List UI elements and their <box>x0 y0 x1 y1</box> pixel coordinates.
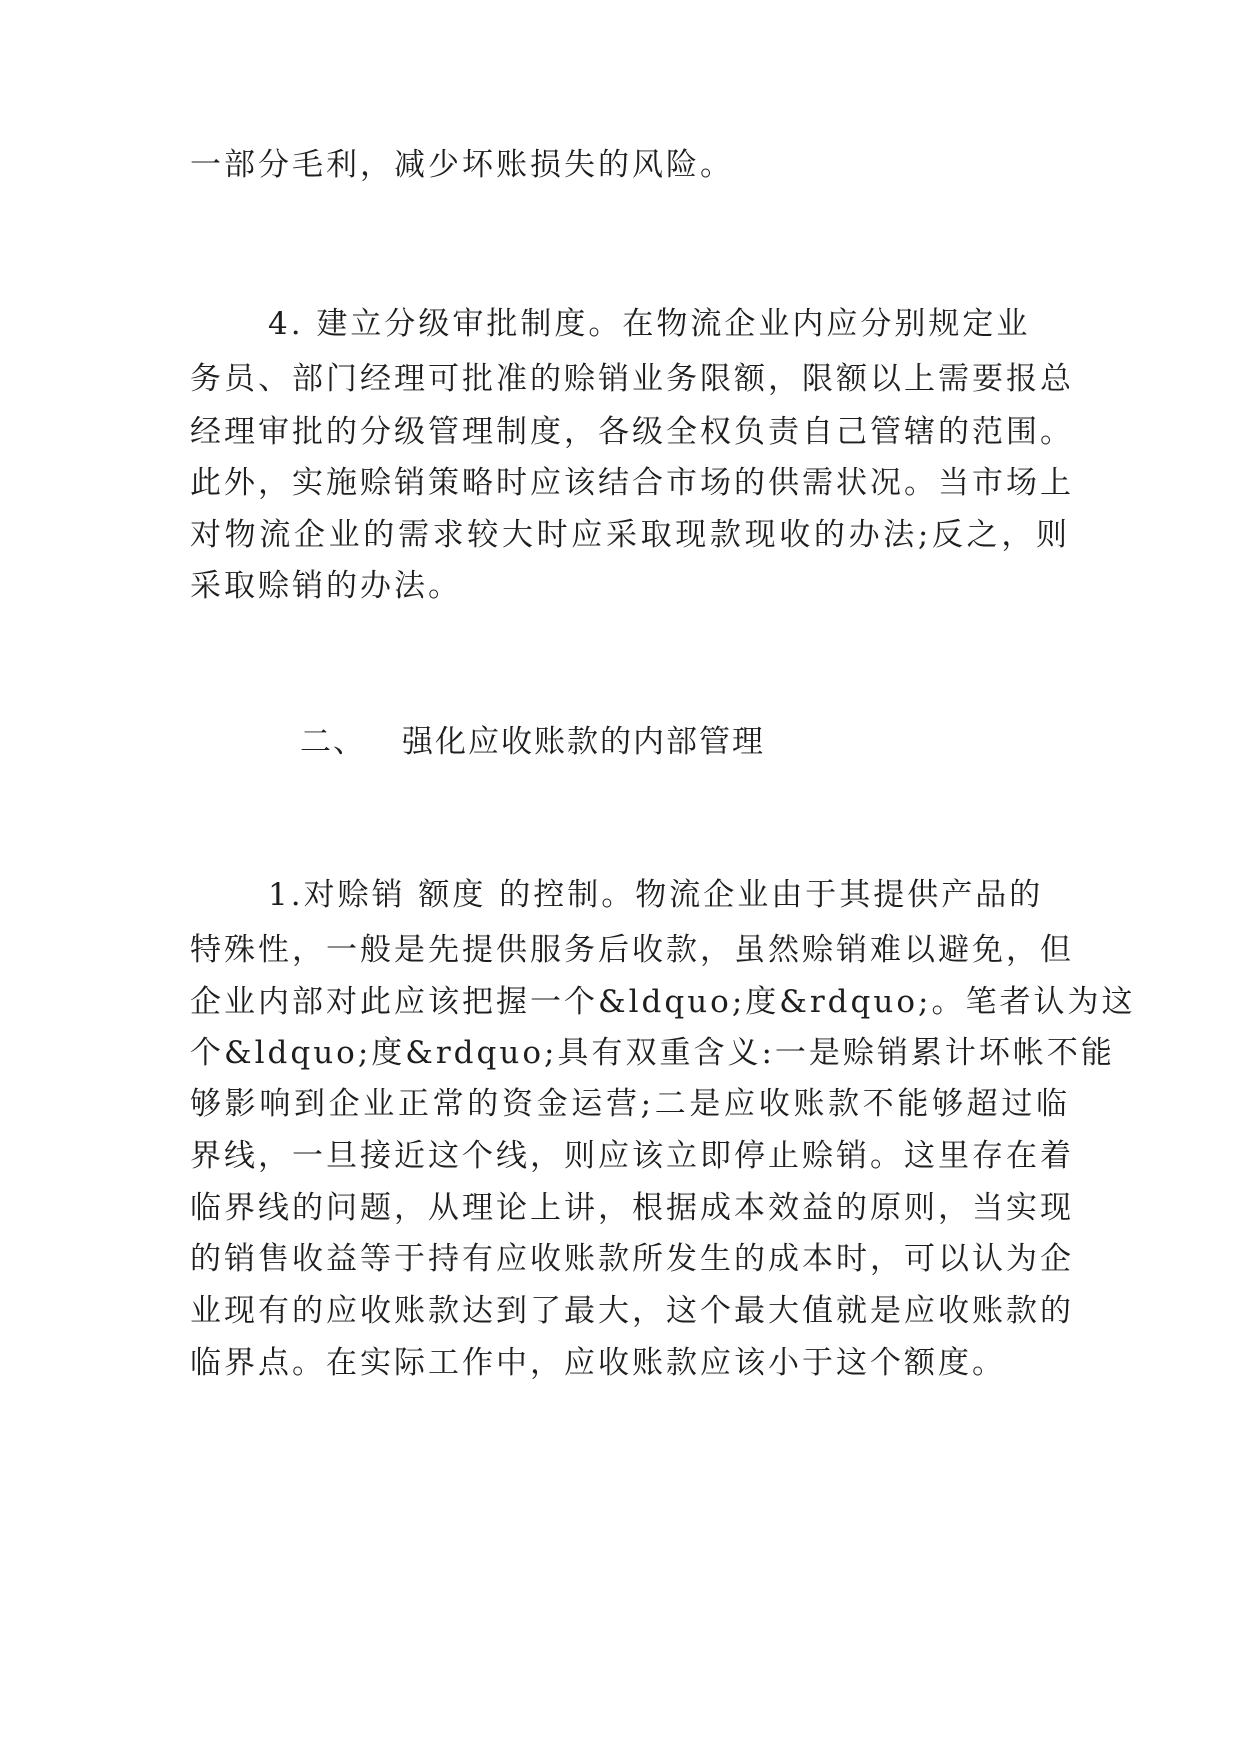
paragraph-line: 临界点。在实际工作中，应收账款应该小于这个额度。 <box>190 1345 1006 1381</box>
section-title: 强化应收账款的内部管理 <box>402 724 765 760</box>
paragraph-line: 一部分毛利，减少坏账损失的风险。 <box>190 147 734 183</box>
paragraph-line: 临界线的问题，从理论上讲，根据成本效益的原则，当实现 <box>190 1190 1074 1226</box>
paragraph-line: 此外，实施赊销策略时应该结合市场的供需状况。当市场上 <box>190 465 1074 501</box>
paragraph-line: 业现有的应收账款达到了最大，这个最大值就是应收账款的 <box>190 1293 1074 1329</box>
section-number: 二、 <box>300 724 366 760</box>
paragraph-line: 企业内部对此应该把握一个&ldquo;度&rdquo;。笔者认为这 <box>190 984 1136 1020</box>
paragraph-line: 采取赊销的办法。 <box>190 568 462 604</box>
paragraph-line: 的销售收益等于持有应收账款所发生的成本时，可以认为企 <box>190 1241 1074 1277</box>
paragraph-line: 够影响到企业正常的资金运营;二是应收账款不能够超过临 <box>190 1086 1070 1122</box>
paragraph-line: 4. 建立分级审批制度。在物流企业内应分别规定业 <box>268 306 1031 342</box>
paragraph-line: 对物流企业的需求较大时应采取现款现收的办法;反之，则 <box>190 517 1070 553</box>
paragraph-line: 经理审批的分级管理制度，各级全权负责自己管辖的范围。 <box>190 414 1074 450</box>
paragraph-line: 1.对赊销 额度 的控制。物流企业由于其提供产品的 <box>268 877 1044 913</box>
paragraph-line: 界线，一旦接近这个线，则应该立即停止赊销。这里存在着 <box>190 1138 1074 1174</box>
section-heading <box>300 713 765 771</box>
paragraph-line: 个&ldquo;度&rdquo;具有双重含义:一是赊销累计坏帐不能 <box>190 1035 1115 1071</box>
paragraph-line: 务员、部门经理可批准的赊销业务限额，限额以上需要报总 <box>190 361 1074 397</box>
paragraph-line: 特殊性，一般是先提供服务后收款，虽然赊销难以避免，但 <box>190 932 1074 968</box>
